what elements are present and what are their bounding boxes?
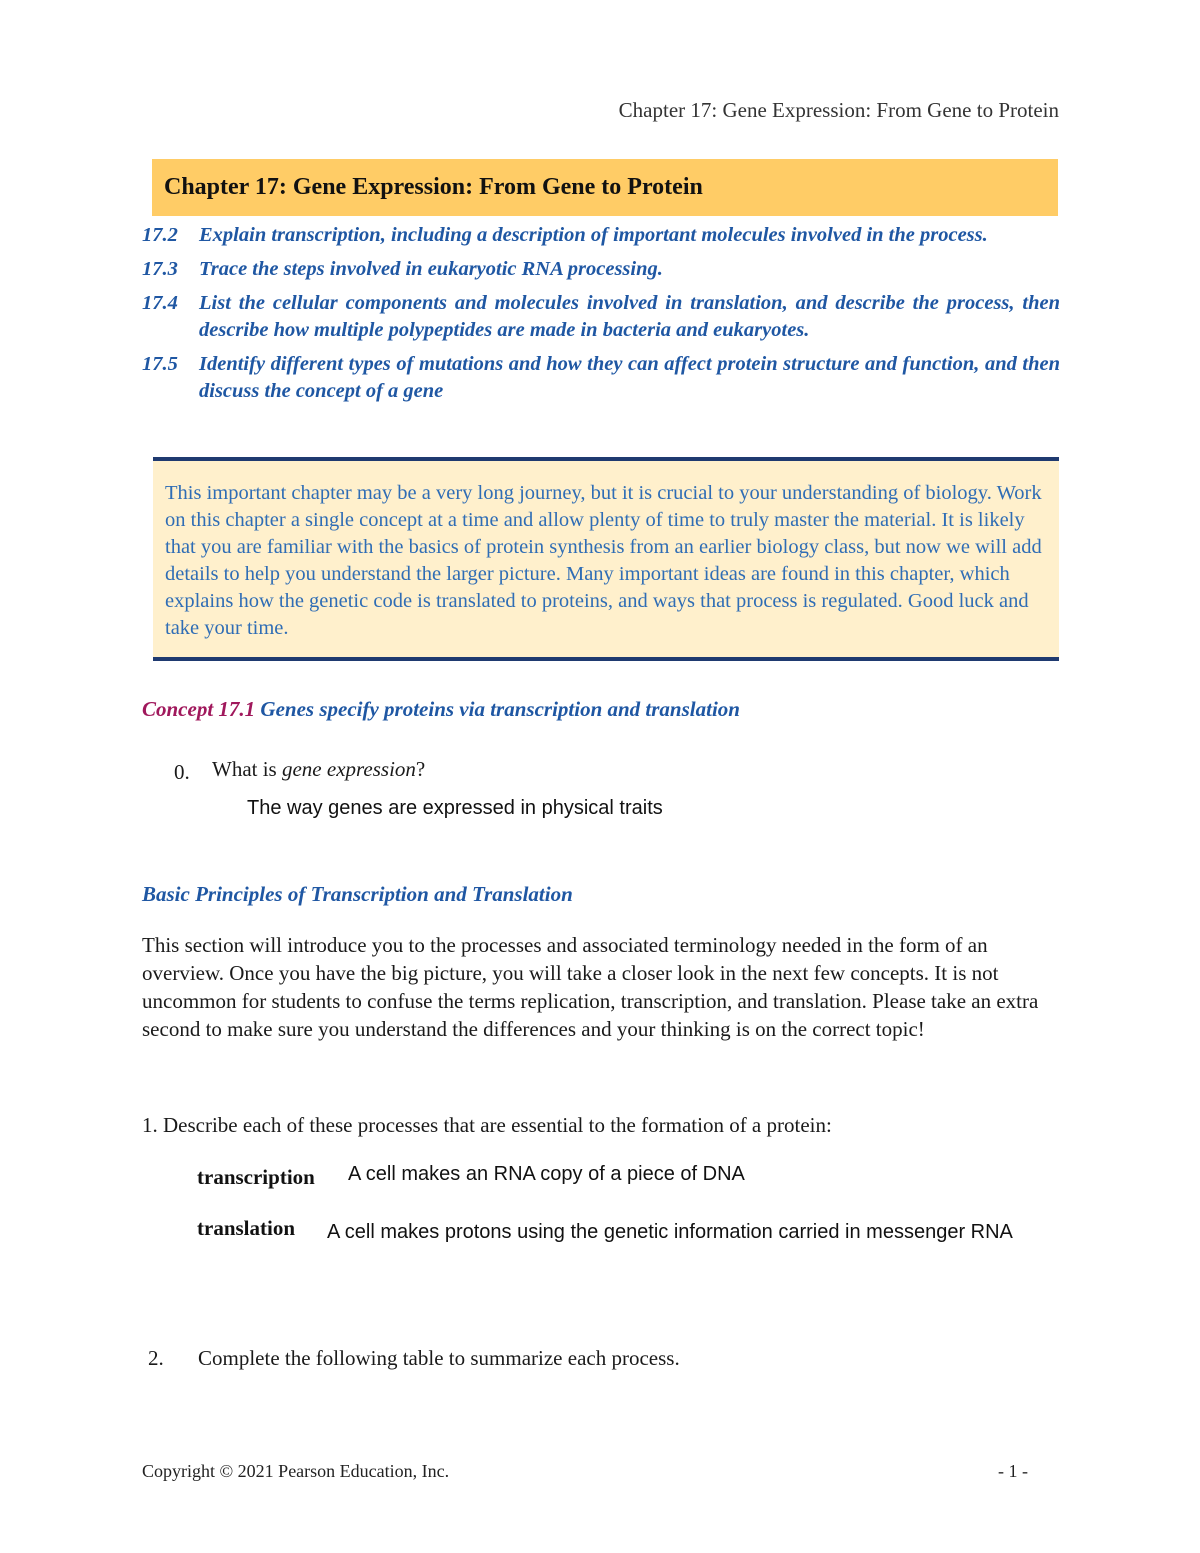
question-number: 0. (174, 760, 190, 784)
term-transcription: transcription (197, 1165, 315, 1189)
question-2 (148, 1346, 680, 1371)
objective-text: List the cellular components and molecules involved in translation, and describe the process, then describe how multiple polypeptides are made in bacteria and eukaryotes. (199, 292, 1060, 341)
question-0 (174, 757, 425, 782)
objective-number: 17.3 (142, 258, 178, 280)
page-number: - 1 - (998, 1461, 1028, 1481)
objective-number: 17.2 (142, 224, 178, 246)
answer-gene-expression: The way genes are expressed in physical traits (247, 797, 663, 819)
concept-heading (142, 697, 740, 722)
objective-text: Explain transcription, including a description of important molecules involved in the process. (199, 224, 988, 246)
question-term: gene expression (281, 757, 416, 781)
objective-item (142, 290, 1060, 344)
concept-title: Genes specify proteins via transcription and translation (260, 697, 740, 721)
question-suffix: ? (415, 757, 426, 781)
objective-item (142, 222, 1060, 249)
concept-label: Concept 17.1 (142, 697, 256, 721)
learning-objectives (142, 222, 1060, 412)
section-paragraph: This section will introduce you to the processes and associated terminology needed in the form of an overview. Once you have the big picture, you will take a closer look in the next few concepts. It is not uncommon for students to confuse the terms replication, transcription, and translation. Please take an extra second to make sure you understand the differences and your thinking is on the correct topic! (142, 933, 1039, 1041)
term-translation: translation (197, 1216, 296, 1240)
question-1: 1. Describe each of these processes that are essential to the formation of a protein: (142, 1113, 832, 1137)
chapter-title-banner: Chapter 17: Gene Expression: From Gene to Protein (152, 159, 1058, 216)
answer-translation: A cell makes protons using the genetic information carried in messenger RNA (327, 1221, 1013, 1243)
objective-item (142, 351, 1060, 405)
objective-number: 17.4 (142, 292, 178, 314)
objective-item (142, 256, 1060, 283)
chapter-intro-note: This important chapter may be a very long journey, but it is crucial to your understanding of biology. Work on this chapter a single concept at a time and allow plenty of time to truly master the material. It is likely that you are familiar with the basics of protein synthesis from an earlier biology class, but now we will add details to help you understand the larger picture. Many important ideas are found in this chapter, which explains how the genetic code is translated to proteins, and ways that process is regulated. Good luck and take your time. (153, 457, 1059, 661)
objective-text: Identify different types of mutations and how they can affect protein structure and function, and then discuss the concept of a gene (199, 353, 1060, 402)
section-heading: Basic Principles of Transcription and Translation (142, 882, 573, 906)
objective-text: Trace the steps involved in eukaryotic RNA processing. (199, 258, 663, 280)
question-prefix: What is (212, 757, 282, 781)
objective-number: 17.5 (142, 353, 178, 375)
copyright-footer: Copyright © 2021 Pearson Education, Inc. (142, 1461, 450, 1481)
question-number: 2. (148, 1346, 164, 1370)
answer-transcription: A cell makes an RNA copy of a piece of DNA (348, 1163, 745, 1185)
question-text: Complete the following table to summarize each process. (198, 1346, 680, 1370)
running-header: Chapter 17: Gene Expression: From Gene to Protein (618, 98, 1059, 122)
